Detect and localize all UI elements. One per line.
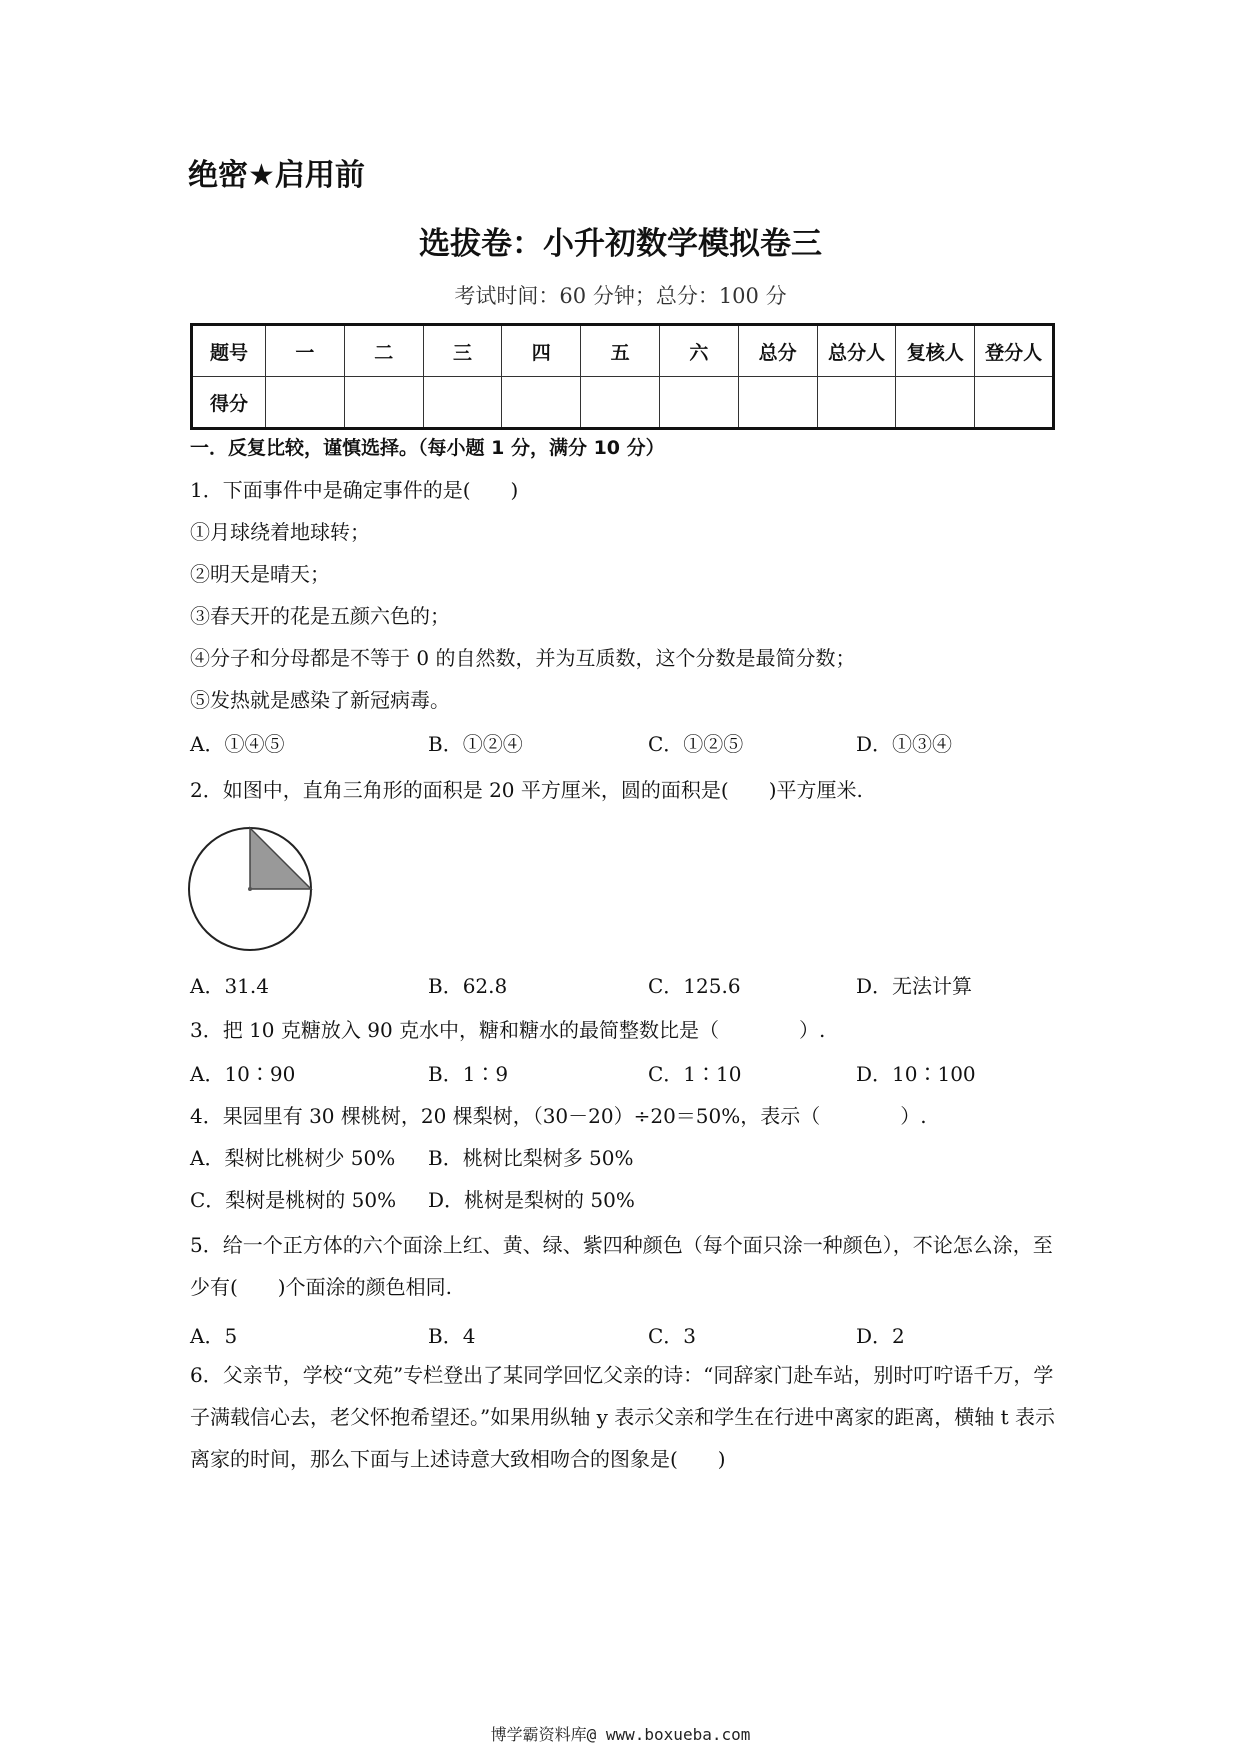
- q3-option-a[interactable]: A．10∶90: [190, 1062, 296, 1086]
- score-header-cell: 复核人: [896, 325, 975, 377]
- q3-option-c[interactable]: C．1∶10: [648, 1062, 742, 1086]
- q5-option-c[interactable]: C．3: [648, 1324, 697, 1348]
- score-header-cell: 总分: [738, 325, 817, 377]
- q1-item: ②明天是晴天；: [190, 562, 330, 586]
- score-cell[interactable]: [344, 377, 423, 429]
- score-cell[interactable]: [581, 377, 660, 429]
- score-cell[interactable]: [817, 377, 896, 429]
- score-cell[interactable]: [502, 377, 581, 429]
- q1-item: ⑤发热就是感染了新冠病毒。: [190, 688, 450, 712]
- score-header-cell: 题号: [192, 325, 266, 377]
- score-cell[interactable]: [975, 377, 1054, 429]
- q1-item: ①月球绕着地球转；: [190, 520, 370, 544]
- score-row-label: 得分: [192, 377, 266, 429]
- q4-option-a[interactable]: A．梨树比桃树少 50%: [190, 1146, 396, 1170]
- score-header-cell: 登分人: [975, 325, 1054, 377]
- center-dot: [248, 887, 252, 891]
- q4-option-b[interactable]: B．桃树比梨树多 50%: [428, 1146, 634, 1170]
- score-cell[interactable]: [266, 377, 345, 429]
- q1-stem: 1．下面事件中是确定事件的是( ): [190, 478, 519, 502]
- section-heading: 一．反复比较，谨慎选择。（每小题 1 分，满分 10 分）: [190, 437, 665, 459]
- q5-option-a[interactable]: A．5: [190, 1324, 238, 1348]
- score-header-cell: 一: [266, 325, 345, 377]
- score-header-cell: 二: [344, 325, 423, 377]
- q1-option-c[interactable]: C．①②⑤: [648, 732, 744, 756]
- score-cell[interactable]: [896, 377, 975, 429]
- q2-option-b[interactable]: B．62.8: [428, 974, 508, 998]
- q2-option-a[interactable]: A．31.4: [190, 974, 269, 998]
- q1-option-d[interactable]: D．①③④: [856, 732, 953, 756]
- q1-item: ④分子和分母都是不等于 0 的自然数，并为互质数，这个分数是最简分数；: [190, 646, 856, 670]
- score-cell[interactable]: [738, 377, 817, 429]
- score-value-row: [192, 377, 1054, 429]
- q5-option-d[interactable]: D．2: [856, 1324, 905, 1348]
- q3-option-d[interactable]: D．10∶100: [856, 1062, 976, 1086]
- score-header-cell: 总分人: [817, 325, 896, 377]
- q5-stem: 5．给一个正方体的六个面涂上红、黄、绿、紫四种颜色（每个面只涂一种颜色），不论怎么涂，至少有( )个面涂的颜色相同.: [190, 1233, 1053, 1299]
- q2-stem: 2．如图中，直角三角形的面积是 20 平方厘米，圆的面积是( )平方厘米.: [190, 778, 863, 802]
- score-header-cell: 三: [423, 325, 502, 377]
- score-header-row: [192, 325, 1054, 377]
- q2-option-d[interactable]: D．无法计算: [856, 974, 973, 998]
- q4-option-c[interactable]: C．梨树是桃树的 50%: [190, 1188, 397, 1212]
- score-cell[interactable]: [659, 377, 738, 429]
- q3-option-b[interactable]: B．1∶9: [428, 1062, 509, 1086]
- q2-option-c[interactable]: C．125.6: [648, 974, 741, 998]
- score-table: [190, 323, 1055, 430]
- q1-item: ③春天开的花是五颜六色的；: [190, 604, 450, 628]
- exam-title: 选拔卷：小升初数学模拟卷三: [419, 226, 822, 262]
- q5-option-b[interactable]: B．4: [428, 1324, 476, 1348]
- q3-stem: 3．把 10 克糖放入 90 克水中，糖和糖水的最简整数比是（ ）.: [190, 1018, 826, 1042]
- footer-watermark: 博学霸资料库@ www.boxueba.com: [490, 1725, 751, 1744]
- q1-option-b[interactable]: B．①②④: [428, 732, 523, 756]
- score-header-cell: 六: [659, 325, 738, 377]
- q4-option-d[interactable]: D．桃树是梨树的 50%: [428, 1188, 635, 1212]
- q6-stem: 6．父亲节，学校“文苑”专栏登出了某同学回忆父亲的诗：“同辞家门赴车站，别时叮咛语千万，学子满载信心去，老父怀抱希望还。”如果用纵轴 y 表示父亲和学生在行进中离家的距离，横轴 t 表示离家的时间，那么下面与上述诗意大致相吻合的图象是( ): [190, 1363, 1055, 1471]
- score-header-cell: 四: [502, 325, 581, 377]
- q1-option-a[interactable]: A．①④⑤: [190, 732, 285, 756]
- q4-stem: 4．果园里有 30 棵桃树，20 棵梨树，（30－20）÷20＝50%，表示（ ）.: [190, 1104, 927, 1128]
- secret-mark: 绝密★启用前: [188, 158, 365, 193]
- exam-subtitle: 考试时间：60 分钟；总分：100 分: [454, 284, 787, 308]
- score-cell[interactable]: [423, 377, 502, 429]
- circle-triangle-figure: [186, 824, 318, 954]
- score-header-cell: 五: [581, 325, 660, 377]
